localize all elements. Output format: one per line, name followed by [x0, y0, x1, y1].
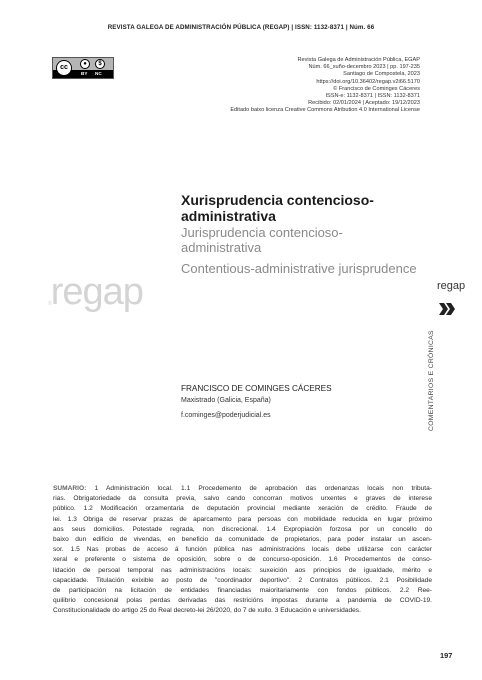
publication-info-line: Recibido: 02/01/2024 | Aceptado: 19/12/2023: [308, 100, 420, 107]
summary-line: 1 Administración local. 1.1 Procedemento de aprobación das ordenanzas locais non tributa-: [86, 485, 432, 492]
doi-link[interactable]: https://doi.org/10.36402/regap.v2i66.5170: [316, 78, 420, 85]
cc-icon: cc: [56, 60, 72, 76]
cc-license-badge[interactable]: [52, 57, 114, 79]
summary-line: público. 1.2 Modificación orzamentaria de deputación provincial mediante xeración de crédito. Fraude de: [53, 505, 432, 513]
regap-watermark-text: regap: [50, 271, 143, 313]
summary-line: quilibrio concesional polas perdas derivadas das restricións impostas durante a pandemia de COVID-19.: [53, 597, 432, 605]
summary: [53, 484, 432, 617]
regap-watermark-logo: [48, 272, 143, 312]
author-affiliation: Maxistrado (Galicia, España): [181, 397, 271, 404]
summary-line: Constitucionalidade do artigo 25 do Real decreto-lei 26/2020, do 7 de xullo. 3 Educación e universidades.: [53, 607, 361, 615]
cc-by-label: BY: [81, 71, 88, 76]
noncommercial-icon: $: [95, 59, 105, 69]
section-label: COMENTARIOS E CRÓNICAS: [428, 330, 435, 431]
publication-info-line: Santiago de Compostela, 2023: [343, 71, 420, 78]
author-email[interactable]: f.cominges@poderjudicial.es: [181, 412, 271, 419]
attribution-icon: ●: [80, 59, 90, 69]
publication-info-line: Revista Galega de Administración Pública, EGAP: [297, 57, 420, 63]
article-title-english: Contentious-administrative jurisprudence: [181, 261, 417, 276]
egap-emblem-icon: [438, 301, 456, 317]
cc-nc-label: NC: [95, 71, 102, 76]
summary-line: lidación de persoal temporal nas administracións locais: suxeición aos principios de igualdade, mérito e: [53, 566, 432, 574]
journal-header: REVISTA GALEGA DE ADMINISTRACIÓN PÚBLICA (REGAP) | ISSN: 1132-8371 | Núm. 66: [107, 24, 375, 31]
article-title: Xurisprudencia contencioso-administrativa: [181, 192, 374, 224]
publication-info-line: ISSN-e: 1132-8371 | ISSN: 1132-8371: [325, 93, 420, 100]
summary-line-first: [53, 484, 432, 494]
publication-info: [190, 57, 420, 115]
summary-line: lei. 1.3 Obriga de reservar prazas de aparcamento para persoas con mobilidade reducida en lugar próximo: [53, 515, 432, 523]
publication-info-line: © Francisco de Cominges Cáceres: [333, 85, 420, 92]
article-title-block: [181, 192, 421, 276]
author-block: [181, 384, 421, 419]
page-number: 197: [440, 651, 453, 660]
summary-line: capacidade. Titulación exixible ao posto de "coordinador deportivo". 2 Contratos públicos. 2.1 Posibilidade: [53, 576, 432, 584]
summary-label: SUMARIO:: [53, 485, 87, 492]
summary-line: sor. 1.5 Nas probas de acceso á función pública nas administracións locais debe utilizarse con carácter: [53, 546, 432, 554]
summary-line: baixo dun edificio de vivendas, en beneficio da comunidade de propietarios, para poder instalar un ascen-: [53, 536, 432, 544]
summary-line: aos seus domicilios. Potestade regrada, non discrecional. 1.4 Expropiación forzosa por un concello do: [53, 525, 432, 533]
summary-line: de participación na licitación de entidades financiadas maioritariamente con fondos públicos. 2.2 Ree-: [53, 587, 432, 595]
publication-info-line: Núm. 66_xuño-decembro 2023 | pp. 197-235: [308, 64, 420, 71]
article-title-galician: Jurisprudencia contencioso-administrativa: [181, 225, 343, 255]
summary-line: xeral e preferente o sistema de oposición, sobre o de concurso-oposición. 1.6 Procedementos de conso-: [53, 556, 432, 564]
author-name: FRANCISCO DE COMINGES CÁCERES: [181, 384, 332, 393]
registered-mark: ®: [48, 301, 51, 307]
license-statement: Editado baixo licenza Creative Commons Atribution 4.0 International License: [230, 107, 420, 114]
regap-logo: regap: [437, 280, 466, 292]
summary-line: rias. Obrigatoriedade da consulta previa, salvo cando concorran motivos urxentes e graves de interese: [53, 495, 432, 503]
